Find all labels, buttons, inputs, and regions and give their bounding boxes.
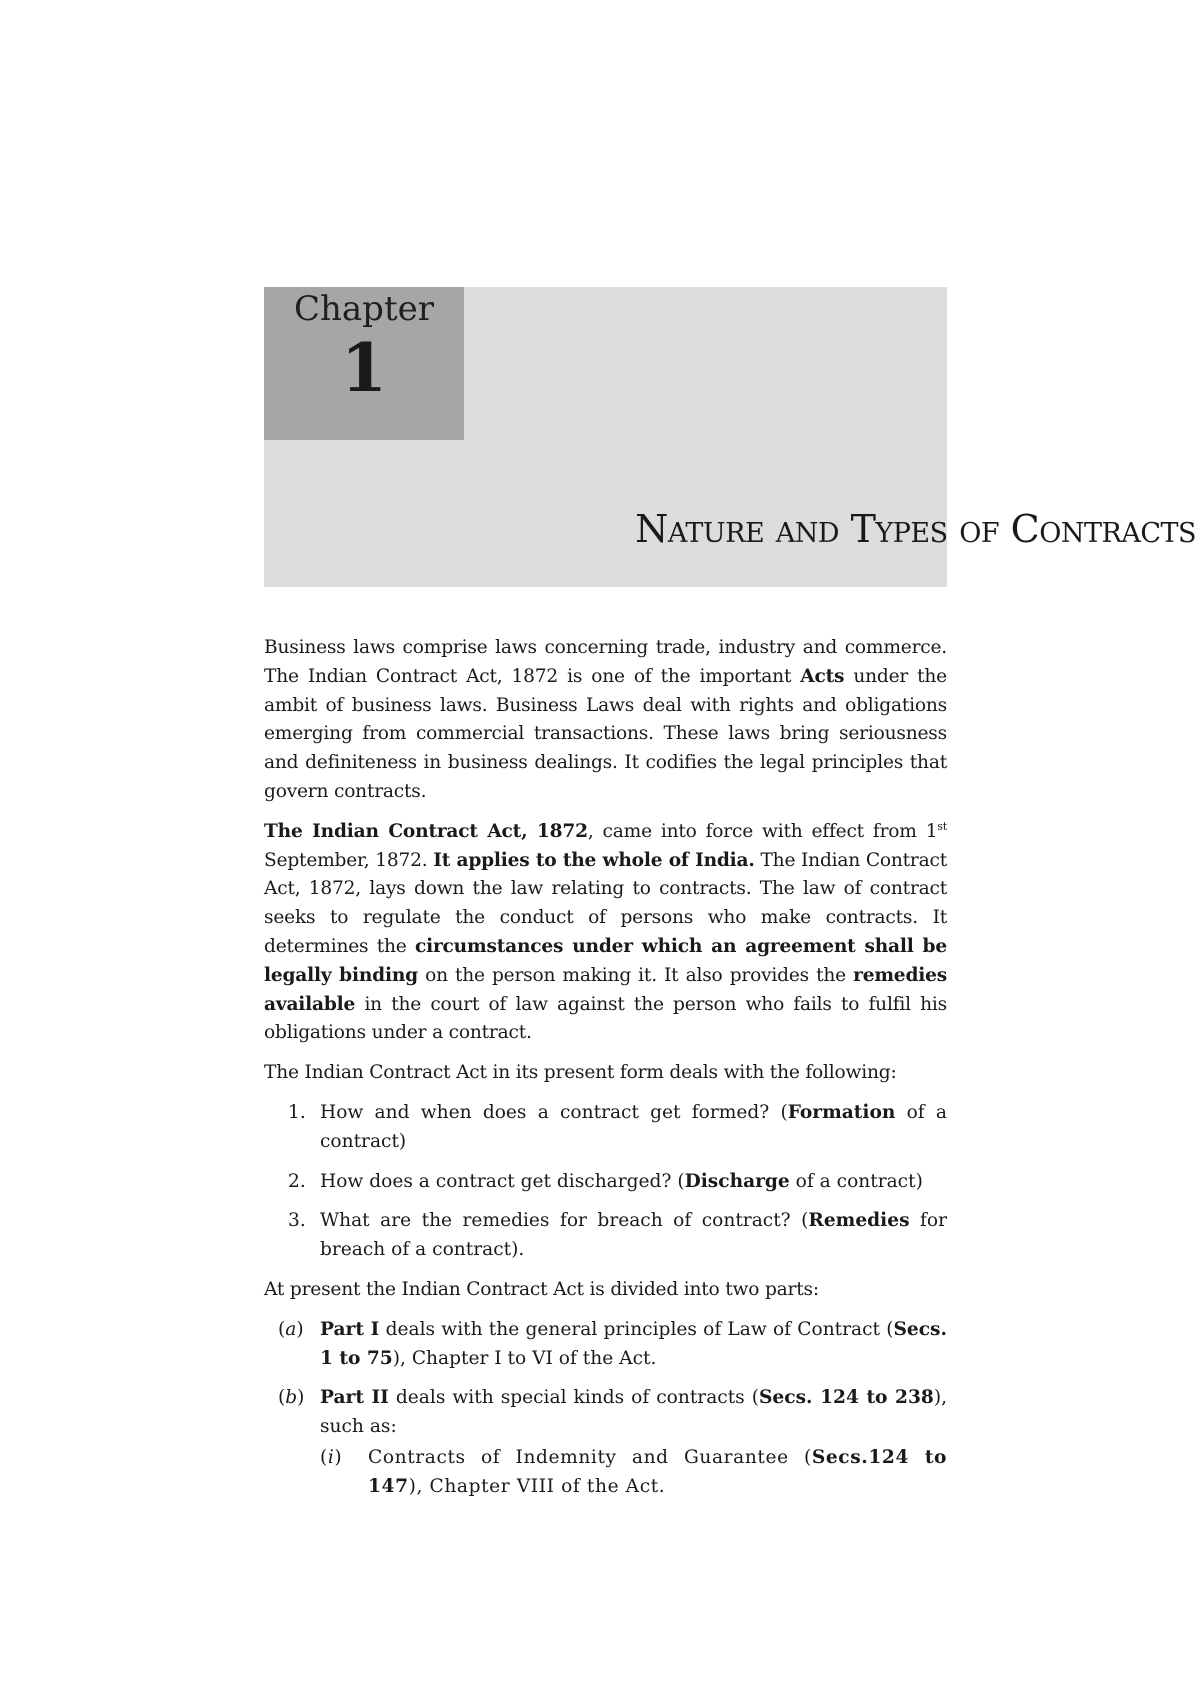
chapter-number: 1 <box>341 329 387 407</box>
chapter-label: Chapter <box>294 289 434 329</box>
parts-list <box>264 1316 947 1502</box>
list-item: 3. What are the remedies for breach of contract? (Remedies for breach of a contract). <box>288 1210 948 1261</box>
paragraph-intro: Business laws comprise laws concerning trade, industry and commerce. The Indian Contract Act, 1872 is one of the important Acts under the ambit of business laws. Business Laws deal with rights and obligations emerging from commercial transactions. These laws bring seriousness and definiteness in business dealings. It codifies the legal principles that govern contracts. <box>264 637 947 802</box>
list-item-part-b: (b) Part II deals with special kinds of contracts (Secs. 124 to 238), such as: (i) Contracts of Indemnity and Guarantee (Secs.124 to 147), Chapter VIII of the Act. <box>264 1384 947 1501</box>
list-item-part-a: (a) Part I deals with the general principles of Law of Contract (Secs. 1 to 75), Chapter I to VI of the Act. <box>278 1318 947 1369</box>
list-item-sub-i: (i) Contracts of Indemnity and Guarantee (Secs.124 to 147), Chapter VIII of the Act. <box>320 1446 948 1497</box>
numbered-list <box>264 1099 947 1265</box>
list-item: 2. How does a contract get discharged? (Discharge of a contract) <box>288 1170 923 1192</box>
paragraph-list-intro: The Indian Contract Act in its present form deals with the following: <box>264 1062 897 1084</box>
chapter-body <box>264 634 947 1513</box>
sub-list <box>320 1444 947 1502</box>
paragraph-act-overview: The Indian Contract Act, 1872, came into force with effect from 1st September, 1872. It applies to the whole of India. The Indian Contract Act, 1872, lays down the law relating to contracts. The law of contract seeks to regulate the conduct of persons who make contracts. It determines the circumstances under which an agreement shall be legally binding on the person making it. It also provides the remedies available in the court of law against the person who fails to fulfil his obligations under a contract. <box>264 819 948 1044</box>
chapter-title: Nature and Types of Contracts <box>635 507 1196 551</box>
list-item: 1. How and when does a contract get formed? (Formation of a contract) <box>288 1101 948 1152</box>
chapter-number-box <box>264 287 464 440</box>
paragraph-parts-intro: At present the Indian Contract Act is divided into two parts: <box>264 1278 819 1300</box>
